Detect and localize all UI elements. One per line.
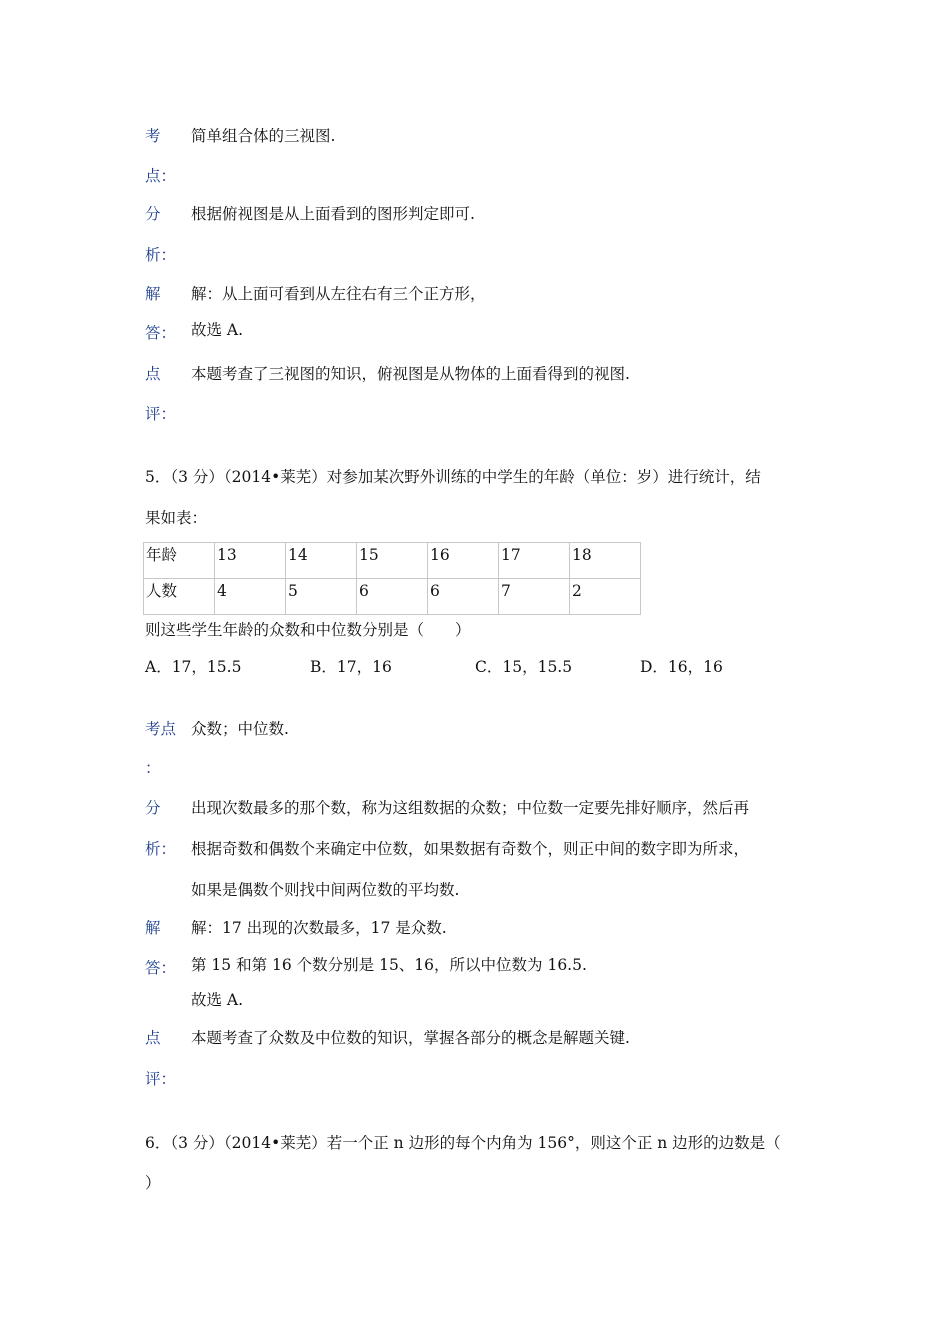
table-cell: 15 [357,543,428,579]
jieda-label-cont: 答： [145,959,177,977]
jieda-line: 故选 A. [191,991,244,1009]
table-row [144,543,641,579]
table-cell: 5 [286,579,357,615]
question-5-stem: 5．（3 分）（2014•莱芜）对参加某次野外训练的中学生的年龄（单位：岁）进行统计，结 [145,468,761,486]
table-cell: 人数 [144,579,215,615]
question-5-stem-cont: 果如表： [145,509,208,527]
dianping-text: 本题考查了三视图的知识，俯视图是从物体的上面看得到的视图. [191,365,630,383]
kaodian-label: 考点 [145,720,177,738]
jieda-line: 故选 A. [191,321,244,339]
fenxi-line: 根据奇数和偶数个来确定中位数，如果数据有奇数个，则正中间的数字即为所求， [191,840,750,858]
kaodian-text: 简单组合体的三视图. [191,127,336,145]
table-cell: 年龄 [144,543,215,579]
fenxi-line: 如果是偶数个则找中间两位数的平均数. [191,881,460,899]
kaodian-text: 众数；中位数. [191,720,289,738]
table-cell: 17 [499,543,570,579]
fenxi-text: 根据俯视图是从上面看到的图形判定即可. [191,205,475,223]
question-6-stem: 6．（3 分）（2014•莱芜）若一个正 n 边形的每个内角为 156°，则这个正 n 边形的边数是（ [145,1134,781,1152]
table-cell: 4 [215,579,286,615]
option-a: A．17，15.5 [145,658,242,676]
table-cell: 2 [570,579,641,615]
table-cell: 14 [286,543,357,579]
option-b: B．17，16 [310,658,392,676]
fenxi-label: 分 [145,205,161,223]
dianping-label: 点 [145,1029,161,1047]
age-count-table [143,542,641,615]
jieda-label: 解 [145,285,161,303]
dianping-label: 点 [145,365,161,383]
option-d: D．16，16 [640,658,723,676]
fenxi-label-cont: 析： [145,840,177,858]
kaodian-label-cont: 点： [145,167,177,185]
option-c: C．15，15.5 [475,658,573,676]
jieda-line: 解：从上面可看到从左往右有三个正方形， [191,285,486,303]
table-row [144,579,641,615]
table-cell: 16 [428,543,499,579]
dianping-label-cont: 评： [145,405,177,423]
table-cell: 13 [215,543,286,579]
table-cell: 7 [499,579,570,615]
table-cell: 18 [570,543,641,579]
jieda-label: 解 [145,919,161,937]
fenxi-label: 分 [145,799,161,817]
kaodian-label: 考 [145,127,161,145]
dianping-text: 本题考查了众数及中位数的知识，掌握各部分的概念是解题关键. [191,1029,630,1047]
question-6-stem-cont: ） [145,1174,161,1192]
table-cell: 6 [428,579,499,615]
kaodian-label-cont: ： [145,759,161,777]
table-cell: 6 [357,579,428,615]
question-5-prompt: 则这些学生年龄的众数和中位数分别是（ ） [145,621,471,639]
jieda-line: 解：17 出现的次数最多，17 是众数. [191,919,447,937]
jieda-label-cont: 答： [145,324,177,342]
dianping-label-cont: 评： [145,1070,177,1088]
fenxi-line: 出现次数最多的那个数，称为这组数据的众数；中位数一定要先排好顺序，然后再 [191,799,750,817]
jieda-line: 第 15 和第 16 个数分别是 15、16，所以中位数为 16.5. [191,956,587,974]
fenxi-label-cont: 析： [145,246,177,264]
